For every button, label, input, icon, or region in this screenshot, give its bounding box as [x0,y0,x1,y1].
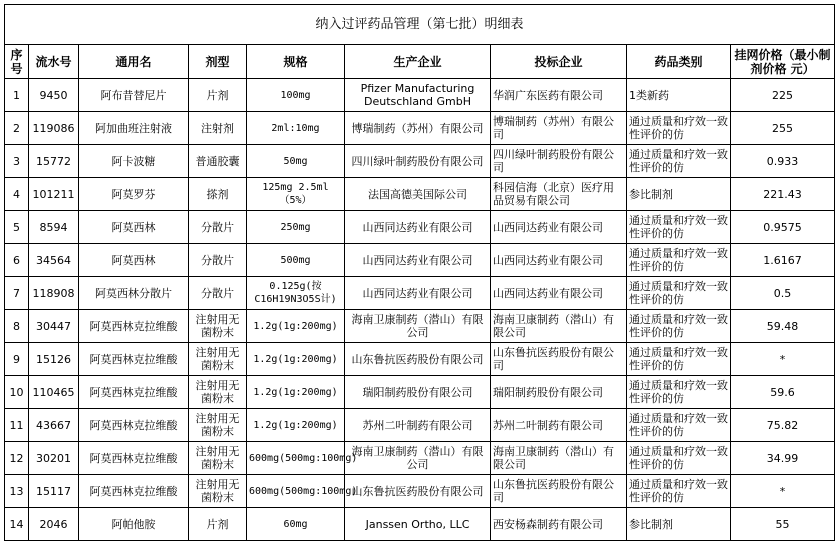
cell-name: 阿卡波糖 [79,145,189,178]
cell-maker: 山西同达药业有限公司 [345,244,491,277]
cell-name: 阿莫西林克拉维酸 [79,442,189,475]
cell-seq: 10 [5,376,29,409]
cell-flow: 110465 [29,376,79,409]
cell-form: 分散片 [189,244,247,277]
cell-form: 注射用无菌粉末 [189,475,247,508]
cell-category: 通过质量和疗效一致性评价的仿 [627,145,731,178]
header-bidder: 投标企业 [491,45,627,79]
cell-name: 阿莫罗芬 [79,178,189,211]
cell-flow: 118908 [29,277,79,310]
cell-category: 通过质量和疗效一致性评价的仿 [627,343,731,376]
cell-spec: 600mg(500mg:100mg) [247,442,345,475]
header-category: 药品类别 [627,45,731,79]
cell-seq: 6 [5,244,29,277]
cell-form: 注射剂 [189,112,247,145]
cell-name: 阿布昔替尼片 [79,79,189,112]
cell-price: 0.933 [731,145,835,178]
cell-category: 参比制剂 [627,508,731,541]
table-row [5,475,835,508]
cell-spec: 2ml:10mg [247,112,345,145]
cell-category: 参比制剂 [627,178,731,211]
cell-category: 通过质量和疗效一致性评价的仿 [627,409,731,442]
cell-category: 通过质量和疗效一致性评价的仿 [627,376,731,409]
header-form: 剂型 [189,45,247,79]
cell-spec: 500mg [247,244,345,277]
cell-maker: 瑞阳制药股份有限公司 [345,376,491,409]
cell-form: 普通胶囊 [189,145,247,178]
cell-price: 75.82 [731,409,835,442]
cell-price: 59.6 [731,376,835,409]
cell-bidder: 山东鲁抗医药股份有限公司 [491,475,627,508]
cell-bidder: 苏州二叶制药有限公司 [491,409,627,442]
cell-form: 注射用无菌粉末 [189,376,247,409]
cell-flow: 15126 [29,343,79,376]
cell-bidder: 山东鲁抗医药股份有限公司 [491,343,627,376]
table-row [5,343,835,376]
cell-seq: 1 [5,79,29,112]
table-row [5,79,835,112]
cell-form: 注射用无菌粉末 [189,442,247,475]
cell-flow: 43667 [29,409,79,442]
cell-category: 通过质量和疗效一致性评价的仿 [627,112,731,145]
cell-name: 阿莫西林克拉维酸 [79,310,189,343]
cell-form: 分散片 [189,277,247,310]
cell-flow: 9450 [29,79,79,112]
cell-flow: 15772 [29,145,79,178]
cell-flow: 101211 [29,178,79,211]
cell-price: 1.6167 [731,244,835,277]
cell-bidder: 山西同达药业有限公司 [491,244,627,277]
cell-form: 注射用无菌粉末 [189,310,247,343]
cell-bidder: 山西同达药业有限公司 [491,277,627,310]
cell-bidder: 西安杨森制药有限公司 [491,508,627,541]
cell-flow: 8594 [29,211,79,244]
header-row [5,45,835,79]
cell-name: 阿莫西林克拉维酸 [79,343,189,376]
cell-price: 55 [731,508,835,541]
cell-flow: 34564 [29,244,79,277]
cell-spec: 1.2g(1g:200mg) [247,310,345,343]
table-row [5,277,835,310]
table-row [5,145,835,178]
cell-category: 通过质量和疗效一致性评价的仿 [627,277,731,310]
cell-name: 阿莫西林克拉维酸 [79,409,189,442]
header-flow: 流水号 [29,45,79,79]
cell-price: 225 [731,79,835,112]
cell-spec: 50mg [247,145,345,178]
cell-seq: 11 [5,409,29,442]
cell-name: 阿莫西林克拉维酸 [79,376,189,409]
cell-bidder: 山西同达药业有限公司 [491,211,627,244]
cell-name: 阿帕他胺 [79,508,189,541]
cell-spec: 1.2g(1g:200mg) [247,409,345,442]
cell-seq: 3 [5,145,29,178]
cell-spec: 1.2g(1g:200mg) [247,376,345,409]
cell-bidder: 海南卫康制药（潜山）有限公司 [491,310,627,343]
cell-maker: 苏州二叶制药有限公司 [345,409,491,442]
cell-bidder: 科园信海（北京）医疗用品贸易有限公司 [491,178,627,211]
table-row [5,211,835,244]
table-row [5,178,835,211]
table-row [5,442,835,475]
header-price: 挂网价格（最小制剂价格 元） [731,45,835,79]
cell-maker: 山西同达药业有限公司 [345,211,491,244]
cell-form: 注射用无菌粉末 [189,343,247,376]
header-name: 通用名 [79,45,189,79]
drug-detail-table [4,4,835,541]
cell-maker: 博瑞制药（苏州）有限公司 [345,112,491,145]
cell-bidder: 华润广东医药有限公司 [491,79,627,112]
cell-flow: 119086 [29,112,79,145]
cell-spec: 250mg [247,211,345,244]
table-row [5,244,835,277]
table-title: 纳入过评药品管理（第七批）明细表 [5,5,835,45]
cell-form: 分散片 [189,211,247,244]
table-row [5,409,835,442]
cell-category: 通过质量和疗效一致性评价的仿 [627,244,731,277]
cell-maker: 海南卫康制药（潜山）有限公司 [345,442,491,475]
cell-seq: 2 [5,112,29,145]
cell-seq: 5 [5,211,29,244]
cell-maker: 山东鲁抗医药股份有限公司 [345,475,491,508]
cell-bidder: 四川绿叶制药股份有限公司 [491,145,627,178]
cell-form: 搽剂 [189,178,247,211]
header-maker: 生产企业 [345,45,491,79]
cell-form: 片剂 [189,508,247,541]
table-row [5,112,835,145]
cell-spec: 0.125g(按C16H19N3O5S计) [247,277,345,310]
cell-category: 通过质量和疗效一致性评价的仿 [627,475,731,508]
cell-name: 阿莫西林分散片 [79,277,189,310]
cell-maker: 山西同达药业有限公司 [345,277,491,310]
header-seq: 序号 [5,45,29,79]
cell-category: 通过质量和疗效一致性评价的仿 [627,211,731,244]
cell-maker: 山东鲁抗医药股份有限公司 [345,343,491,376]
cell-price: * [731,343,835,376]
cell-maker: Pfizer Manufacturing Deutschland GmbH [345,79,491,112]
cell-price: 255 [731,112,835,145]
cell-name: 阿莫西林 [79,211,189,244]
cell-flow: 15117 [29,475,79,508]
cell-spec: 600mg(500mg:100mg) [247,475,345,508]
table-row [5,310,835,343]
cell-price: 59.48 [731,310,835,343]
cell-seq: 7 [5,277,29,310]
cell-bidder: 海南卫康制药（潜山）有限公司 [491,442,627,475]
cell-seq: 12 [5,442,29,475]
cell-maker: 法国高德美国际公司 [345,178,491,211]
cell-seq: 4 [5,178,29,211]
cell-form: 注射用无菌粉末 [189,409,247,442]
cell-flow: 30201 [29,442,79,475]
table-row [5,376,835,409]
cell-price: 0.5 [731,277,835,310]
cell-form: 片剂 [189,79,247,112]
cell-category: 1类新药 [627,79,731,112]
cell-price: 221.43 [731,178,835,211]
cell-category: 通过质量和疗效一致性评价的仿 [627,310,731,343]
cell-price: * [731,475,835,508]
table-row [5,508,835,541]
cell-bidder: 瑞阳制药股份有限公司 [491,376,627,409]
cell-maker: 海南卫康制药（潜山）有限公司 [345,310,491,343]
cell-spec: 100mg [247,79,345,112]
cell-seq: 14 [5,508,29,541]
cell-price: 34.99 [731,442,835,475]
cell-maker: 四川绿叶制药股份有限公司 [345,145,491,178]
cell-name: 阿加曲班注射液 [79,112,189,145]
cell-seq: 8 [5,310,29,343]
cell-price: 0.9575 [731,211,835,244]
cell-name: 阿莫西林 [79,244,189,277]
header-spec: 规格 [247,45,345,79]
cell-category: 通过质量和疗效一致性评价的仿 [627,442,731,475]
cell-bidder: 博瑞制药（苏州）有限公司 [491,112,627,145]
cell-spec: 1.2g(1g:200mg) [247,343,345,376]
cell-spec: 125mg 2.5ml（5%） [247,178,345,211]
cell-seq: 9 [5,343,29,376]
cell-flow: 2046 [29,508,79,541]
cell-maker: Janssen Ortho, LLC [345,508,491,541]
cell-flow: 30447 [29,310,79,343]
cell-seq: 13 [5,475,29,508]
cell-name: 阿莫西林克拉维酸 [79,475,189,508]
cell-spec: 60mg [247,508,345,541]
